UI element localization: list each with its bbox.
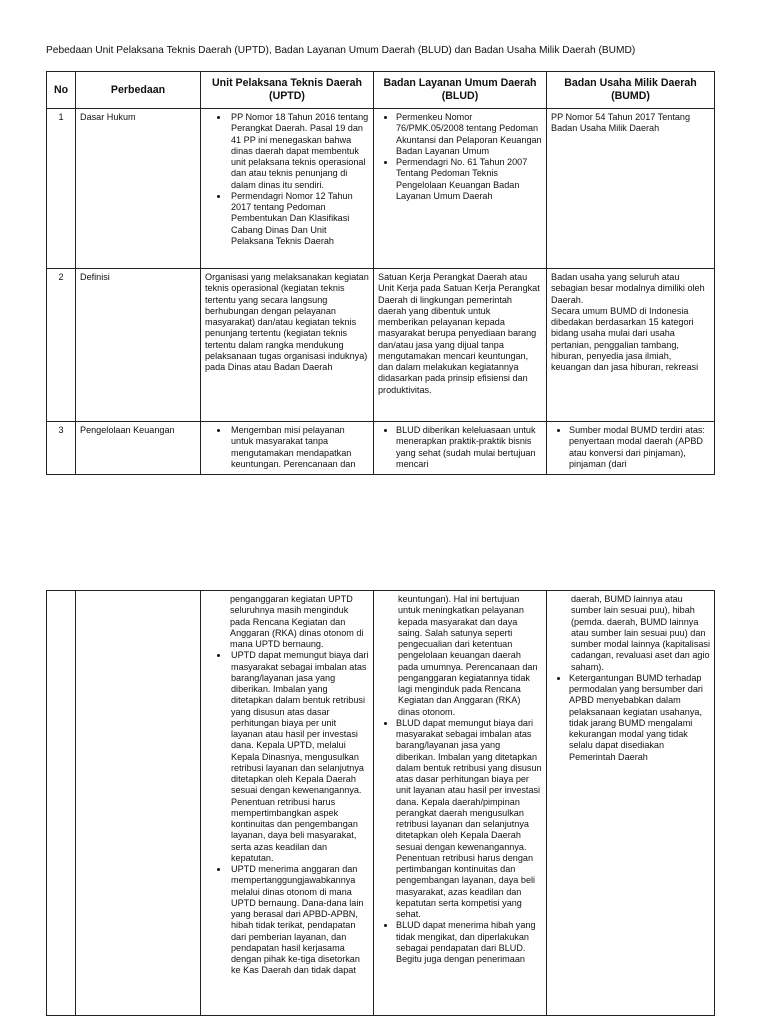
comparison-table-continued <box>46 590 715 1016</box>
blud-cell <box>374 422 547 475</box>
row-topic: Pengelolaan Keuangan <box>76 422 201 475</box>
uptd-cell <box>201 109 374 269</box>
uptd-cell: Organisasi yang melaksanakan kegiatan teknis operasional (kegiatan teknis tertentu yang secara langsung berhubungan dengan pelayanan masyarakat) dan/atau kegiatan teknis penunjang tertentu (kegiatan teknis tertentu dalam rangka mendukung pelaksanaan tugas organisasi induknya) pada Dinas atau Badan Daerah <box>201 269 374 422</box>
list-item: • Sumber modal BUMD terdiri atas: penyertaan modal daerah (APBD atau konversi dari pinjaman), pinjaman (dari <box>569 425 710 470</box>
row-number: 1 <box>47 109 76 269</box>
comparison-table <box>46 71 715 475</box>
uptd-legal-list <box>205 112 369 247</box>
blud-finance-list <box>378 425 542 470</box>
blud-cell <box>374 591 547 1016</box>
row-topic-empty <box>76 591 201 1016</box>
bumd-cell <box>547 422 715 475</box>
bumd-cell <box>547 591 715 1016</box>
list-item: • Permenkeu Nomor 76/PMK.05/2008 tentang Pedoman Akuntansi dan Pelaporan Keuangan Badan Layanan Umum <box>396 112 542 157</box>
blud-finance-list-continued <box>378 718 542 966</box>
list-item: • UPTD menerima anggaran dan mempertanggungjawabkannya melalui dinas otonom di mana UPTD bernaung. Dana-dana lain yang berasal dari APBD-APBN, hibah tidak terikat, pendapatan dari pemberian layanan, dan pendapatan hasil kerjasama dengan pihak ke-tiga disetorkan ke Kas Daerah dan tidak dapat <box>229 864 369 977</box>
list-item: • UPTD dapat memungut biaya dari masyarakat sebagai imbalan atas barang/layanan jasa yang diberikan. Imbalan yang ditetapkan dalam bentuk retribusi yang disusun atas dasar perhitungan biaya per unit layanan atau hasil per investasi dana. Kepala UPTD, melalui Kepala Dinasnya, mengusulkan retribusi layanan dan selanjutnya ditetapkan oleh Kepala Daerah sesuai dengan kewenangannya. Penentuan retribusi harus mempertimbangkan aspek kontinuitas dan pengembangan layanan, daya beli masyarakat, serta azas keadilan dan kepatutan. <box>229 650 369 864</box>
list-item: • PP Nomor 18 Tahun 2016 tentang Perangkat Daerah. Pasal 19 dan 41 PP ini menegaskan bahwa dinas daerah dapat membentuk unit pelaksana teknis operasional dan atau teknis penunjang di dalam dinas itu sendiri. <box>229 112 369 191</box>
uptd-finance-list <box>205 425 369 470</box>
uptd-finance-list-continued <box>205 650 369 976</box>
list-item: • BLUD dapat memungut biaya dari masyarakat sebagai imbalan atas barang/layanan jasa yang diberikan. Imbalan yang ditetapkan dalam bentuk retribusi yang disusun atas dasar perhitungan biaya per unit layanan atau hasil per investasi dana. Kepala daerah/pimpinan perangkat daerah mengusulkan retribusi layanan dan selanjutnya ditetapkan oleh Kepala Daerah sesuai dengan kewenangannya. Penentuan retribusi harus dengan pertimbangan kontinuitas dan pengembangan layanan, daya beli masyarakat, azas keadilan dan kepatutan serta kompetisi yang sehat. <box>396 718 542 921</box>
list-item: • Mengemban misi pelayanan untuk masyarakat tanpa mengutamakan mendapatkan keuntungan. Perencanaan dan <box>229 425 369 470</box>
uptd-cell <box>201 422 374 475</box>
row-topic: Definisi <box>76 269 201 422</box>
list-item: • BLUD diberikan keleluasaan untuk menerapkan praktik-praktik bisnis yang sehat (sudah mulai bertujuan mencari <box>396 425 542 470</box>
list-item: • BLUD dapat menerima hibah yang tidak mengikat, dan diperlakukan sebagai pendapatan dari BLUD. Begitu juga dengan penerimaan <box>396 920 542 965</box>
blud-cell <box>374 109 547 269</box>
bumd-cell: PP Nomor 54 Tahun 2017 Tentang Badan Usaha Milik Daerah <box>547 109 715 269</box>
list-item: • Ketergantungan BUMD terhadap permodalan yang bersumber dari APBD menyebabkan dalam pelaksanaan kegiatan usahanya, tidak jarang BUMD mengalami kekurangan modal yang tidak selalu dapat disediakan Pemerintah Daerah <box>569 673 710 763</box>
uptd-continued-text: penganggaran kegiatan UPTD seluruhnya masih menginduk pada Rencana Kegiatan dan Anggaran (RKA) dinas otonom di mana UPTD bernaung. <box>230 594 364 649</box>
table-header-row <box>47 72 715 109</box>
table-row <box>47 591 715 1016</box>
header-perbedaan: Perbedaan <box>76 72 201 109</box>
header-no: No <box>47 72 76 109</box>
blud-cell: Satuan Kerja Perangkat Daerah atau Unit Kerja pada Satuan Kerja Perangkat Daerah di lingkungan pemerintah daerah yang dibentuk untuk memberikan pelayanan kepada masyarakat berupa penyediaan barang dan/atau jasa yang dijual tanpa mengutamakan mencari keuntungan, dan dalam melakukan kegiatannya didasarkan pada prinsip efisiensi dan produktivitas. <box>374 269 547 422</box>
blud-continued-text: keuntungan). Hal ini bertujuan untuk meningkatkan pelayanan kepada masyarakat dan daya saing. Salah satunya seperti pengecualian dari ketentuan pengelolaan keuangan daerah pada umumnya. Perencanaan dan penganggaran kegiatannya tidak lagi menginduk pada Rencana Kegiatan dan Anggaran (RKA) dinas otonom. <box>398 594 538 717</box>
list-item: • Permendagri No. 61 Tahun 2007 Tentang Pedoman Teknis Pengelolaan Keuangan Badan Layanan Umum Daerah <box>396 157 542 202</box>
list-item: • Permendagri Nomor 12 Tahun 2017 tentang Pedoman Pembentukan Dan Klasifikasi Cabang Dinas Dan Unit Pelaksana Teknis Daerah <box>229 191 369 247</box>
table-row <box>47 109 715 269</box>
row-number-empty <box>47 591 76 1016</box>
table-row <box>47 422 715 475</box>
bumd-finance-list <box>551 425 710 470</box>
header-uptd: Unit Pelaksana Teknis Daerah (UPTD) <box>201 72 374 109</box>
table-row <box>47 269 715 422</box>
bumd-cell: Badan usaha yang seluruh atau sebagian besar modalnya dimiliki oleh Daerah. Secara umum BUMD di Indonesia dibedakan berdasarkan 15 kategori bidang usaha mulai dari usaha pertanian, penggalian tambang, hiburan, penyedia jasa ilmiah, keuangan dan jasa hiburan, rekreasi <box>547 269 715 422</box>
header-bumd: Badan Usaha Milik Daerah (BUMD) <box>547 72 715 109</box>
bumd-continued-text: daerah, BUMD lainnya atau sumber lain sesuai puu), hibah (pemda. daerah, BUMD lainnya atau sumber lain sesuai puu) dan sumber modal lainnya (kapitalisasi cadangan, revaluasi aset dan agio saham). <box>571 594 710 672</box>
row-number: 2 <box>47 269 76 422</box>
header-blud: Badan Layanan Umum Daerah (BLUD) <box>374 72 547 109</box>
document-title: Pebedaan Unit Pelaksana Teknis Daerah (UPTD), Badan Layanan Umum Daerah (BLUD) dan Badan Usaha Milik Daerah (BUMD) <box>46 45 636 56</box>
row-number: 3 <box>47 422 76 475</box>
blud-legal-list <box>378 112 542 202</box>
uptd-cell <box>201 591 374 1016</box>
row-topic: Dasar Hukum <box>76 109 201 269</box>
bumd-finance-list-continued <box>551 673 710 763</box>
